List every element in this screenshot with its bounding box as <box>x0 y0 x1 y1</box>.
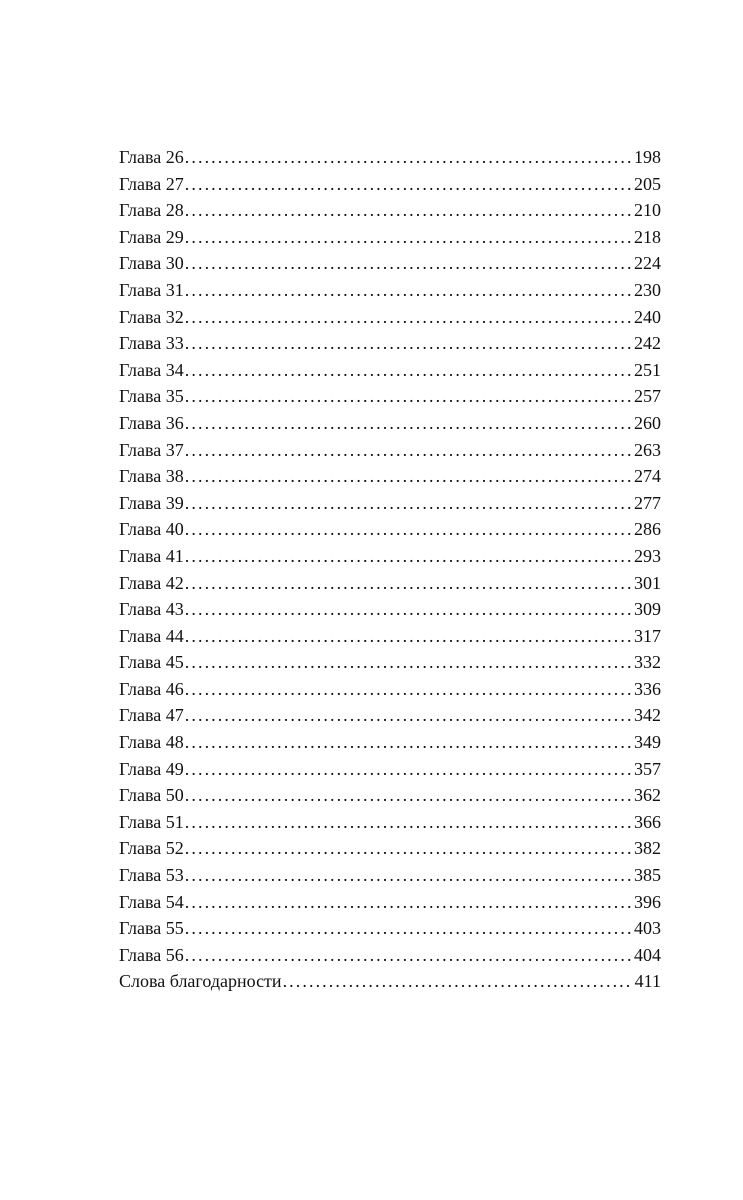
dot-leader <box>185 942 632 969</box>
toc-entry[interactable] <box>119 383 661 410</box>
toc-entry[interactable] <box>119 171 661 198</box>
toc-entry[interactable] <box>119 357 661 384</box>
toc-entry-title: Глава 30 <box>119 253 184 274</box>
dot-leader <box>185 197 632 224</box>
toc-entry[interactable] <box>119 889 661 916</box>
toc-entry-title: Глава 46 <box>119 678 184 699</box>
toc-entry-title: Глава 32 <box>119 306 184 327</box>
toc-entry-page-number: 342 <box>634 705 661 726</box>
toc-entry[interactable] <box>119 250 661 277</box>
dot-leader <box>185 676 632 703</box>
dot-leader <box>185 224 632 251</box>
toc-entry[interactable] <box>119 862 661 889</box>
toc-entry-title: Глава 49 <box>119 758 184 779</box>
dot-leader <box>185 304 632 331</box>
toc-entry-title: Глава 55 <box>119 918 184 939</box>
toc-entry-page-number: 336 <box>634 678 661 699</box>
dot-leader <box>185 171 632 198</box>
toc-entry[interactable] <box>119 729 661 756</box>
toc-entry[interactable] <box>119 490 661 517</box>
dot-leader <box>185 862 632 889</box>
toc-entry[interactable] <box>119 463 661 490</box>
dot-leader <box>185 144 632 171</box>
toc-entry-page-number: 301 <box>634 572 661 593</box>
toc-entry-page-number: 317 <box>634 625 661 646</box>
toc-entry-page-number: 382 <box>634 838 661 859</box>
toc-entry-title: Глава 27 <box>119 173 184 194</box>
dot-leader <box>185 809 632 836</box>
dot-leader <box>185 463 632 490</box>
dot-leader <box>185 702 632 729</box>
toc-entry-page-number: 286 <box>634 519 661 540</box>
toc-entry-page-number: 274 <box>634 466 661 487</box>
dot-leader <box>185 782 632 809</box>
toc-entry-title: Глава 52 <box>119 838 184 859</box>
dot-leader <box>185 649 632 676</box>
toc-entry-page-number: 403 <box>634 918 661 939</box>
toc-entry-title: Глава 51 <box>119 811 184 832</box>
toc-entry-title: Глава 31 <box>119 279 184 300</box>
dot-leader <box>185 543 632 570</box>
toc-entry[interactable] <box>119 277 661 304</box>
toc-entry-page-number: 240 <box>634 306 661 327</box>
toc-entry-title: Глава 26 <box>119 147 184 167</box>
toc-entry-page-number: 396 <box>634 891 661 912</box>
toc-entry[interactable] <box>119 516 661 543</box>
toc-entry-title: Глава 44 <box>119 625 184 646</box>
toc-entry-title: Глава 38 <box>119 466 184 487</box>
dot-leader <box>185 623 632 650</box>
toc-entry-page-number: 263 <box>634 439 661 460</box>
toc-entry[interactable] <box>119 224 661 251</box>
toc-entry[interactable] <box>119 410 661 437</box>
toc-entry-title: Глава 36 <box>119 412 184 433</box>
toc-entry-page-number: 251 <box>634 359 661 380</box>
toc-entry-title: Слова благодарности <box>119 971 282 992</box>
dot-leader <box>185 330 632 357</box>
toc-entry-page-number: 210 <box>634 200 661 221</box>
toc-entry[interactable] <box>119 756 661 783</box>
toc-entry-page-number: 257 <box>634 386 661 407</box>
toc-entry-page-number: 385 <box>634 865 661 886</box>
toc-entry-page-number: 362 <box>634 785 661 806</box>
toc-entry-page-number: 309 <box>634 599 661 620</box>
toc-entry-page-number: 404 <box>634 944 661 965</box>
dot-leader <box>185 889 632 916</box>
toc-entry-title: Глава 48 <box>119 732 184 753</box>
toc-entry[interactable] <box>119 942 661 969</box>
dot-leader <box>185 250 632 277</box>
dot-leader <box>185 835 632 862</box>
toc-entry[interactable] <box>119 570 661 597</box>
toc-entry-title: Глава 40 <box>119 519 184 540</box>
dot-leader <box>185 915 632 942</box>
dot-leader <box>185 357 632 384</box>
toc-entry-title: Глава 43 <box>119 599 184 620</box>
toc-entry[interactable] <box>119 968 661 995</box>
toc-entry-title: Глава 50 <box>119 785 184 806</box>
toc-entry-title: Глава 39 <box>119 492 184 513</box>
table-of-contents <box>119 144 661 995</box>
toc-entry-page-number: 230 <box>634 279 661 300</box>
toc-entry[interactable] <box>119 304 661 331</box>
toc-entry-title: Глава 42 <box>119 572 184 593</box>
toc-entry[interactable] <box>119 809 661 836</box>
toc-entry[interactable] <box>119 676 661 703</box>
dot-leader <box>283 968 633 995</box>
toc-entry-page-number: 218 <box>634 226 661 247</box>
dot-leader <box>185 437 632 464</box>
toc-entry[interactable] <box>119 623 661 650</box>
toc-entry-page-number: 224 <box>634 253 661 274</box>
dot-leader <box>185 383 632 410</box>
toc-entry[interactable] <box>119 144 661 171</box>
toc-entry-page-number: 260 <box>634 412 661 433</box>
toc-entry-page-number: 332 <box>634 652 661 673</box>
toc-entry[interactable] <box>119 782 661 809</box>
dot-leader <box>185 570 632 597</box>
toc-entry-page-number: 293 <box>634 545 661 566</box>
toc-entry-page-number: 349 <box>634 732 661 753</box>
toc-entry[interactable] <box>119 543 661 570</box>
toc-entry-title: Глава 33 <box>119 333 184 354</box>
toc-entry-page-number: 242 <box>634 333 661 354</box>
toc-entry[interactable] <box>119 835 661 862</box>
toc-entry-page-number: 205 <box>634 173 661 194</box>
toc-entry-title: Глава 29 <box>119 226 184 247</box>
dot-leader <box>185 596 632 623</box>
toc-entry-title: Глава 37 <box>119 439 184 460</box>
dot-leader <box>185 516 632 543</box>
toc-entry-page-number: 411 <box>634 971 661 992</box>
dot-leader <box>185 410 632 437</box>
toc-entry[interactable] <box>119 649 661 676</box>
toc-entry[interactable] <box>119 437 661 464</box>
dot-leader <box>185 277 632 304</box>
toc-entry-title: Глава 45 <box>119 652 184 673</box>
toc-entry-page-number: 357 <box>634 758 661 779</box>
toc-entry-title: Глава 34 <box>119 359 184 380</box>
toc-entry-page-number: 277 <box>634 492 661 513</box>
toc-entry-title: Глава 56 <box>119 944 184 965</box>
toc-entry-page-number: 366 <box>634 811 661 832</box>
dot-leader <box>185 729 632 756</box>
toc-entry-title: Глава 54 <box>119 891 184 912</box>
toc-entry-title: Глава 35 <box>119 386 184 407</box>
toc-entry-title: Глава 53 <box>119 865 184 886</box>
toc-entry[interactable] <box>119 702 661 729</box>
toc-entry-page-number: 198 <box>634 147 661 167</box>
toc-entry[interactable] <box>119 915 661 942</box>
dot-leader <box>185 756 632 783</box>
toc-entry[interactable] <box>119 197 661 224</box>
dot-leader <box>185 490 632 517</box>
toc-entry-title: Глава 47 <box>119 705 184 726</box>
toc-entry[interactable] <box>119 596 661 623</box>
toc-entry-title: Глава 28 <box>119 200 184 221</box>
toc-entry-title: Глава 41 <box>119 545 184 566</box>
toc-entry[interactable] <box>119 330 661 357</box>
